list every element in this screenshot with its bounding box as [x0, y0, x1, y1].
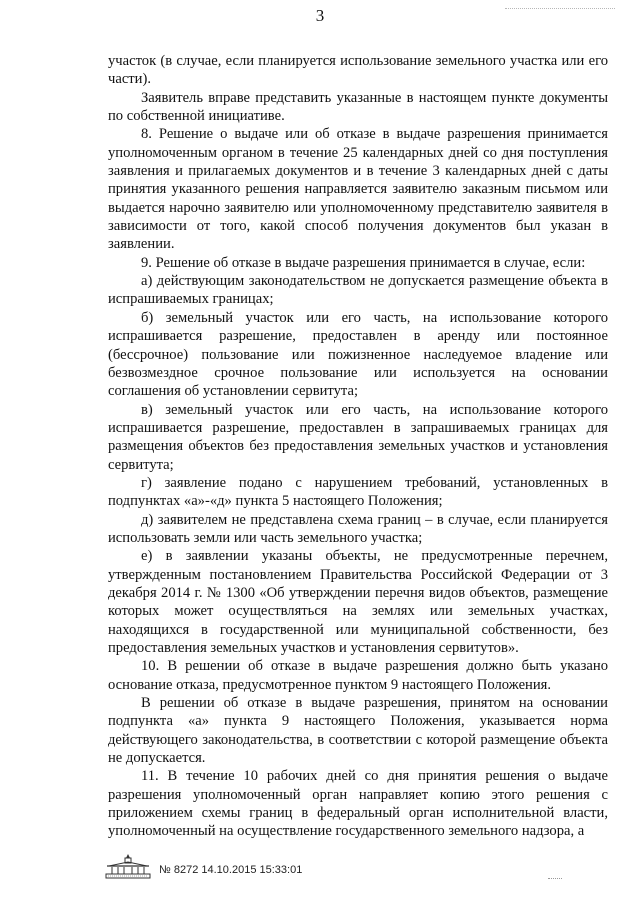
paragraph-9-a: а) действующим законодательством не допускается размещение объекта в испрашиваемых границах; [108, 273, 608, 308]
page-number: 3 [315, 6, 325, 25]
footer-stamp [103, 852, 523, 880]
paragraph-11: 11. В течение 10 рабочих дней со дня принятия решения о выдаче разрешения уполномоченный орган направляет копию этого решения с приложением схемы границ в федеральный орган исполнительной власти, уполномоченный на осуществление государственного земельного надзора, а [108, 768, 608, 840]
paragraph-9-v: в) земельный участок или его часть, на использование которого испрашивается разрешение, предоставлен в запрашиваемых границах для размещения объектов без предоставления земельных участков и установления сервитута; [108, 401, 608, 473]
paragraph-9-d: д) заявителем не представлена схема границ – в случае, если планируется использовать земли или часть земельного участка; [108, 511, 608, 546]
paragraph-10-refusal: В решении об отказе в выдаче разрешения, принятом на основании подпункта «а» пункта 9 настоящего Положения, указывается норма действующего законодательства, в соответствии с которой размещение объекта не допускается. [108, 695, 608, 767]
document-body [108, 52, 608, 841]
scan-artifact-bottom [548, 878, 562, 879]
government-building-icon [103, 852, 153, 880]
paragraph-9-g: г) заявление подано с нарушением требований, установленных в подпунктах «а»-«д» пункта 5 настоящего Положения; [108, 474, 608, 510]
paragraph-10: 10. В решении об отказе в выдаче разрешения должно быть указано основание отказа, предусмотренное пунктом 9 настоящего Положения. [108, 658, 608, 693]
paragraph-8: 8. Решение о выдаче или об отказе в выдаче разрешения принимается уполномоченным органом в течение 25 календарных дней со дня поступления заявления и прилагаемых документов и в течение 3 календарных дней с даты принятия указанного решения направляется заявителю заказным письмом или выдается нарочно заявителю или уполномоченному представителю заявителя в зависимости от того, какой способ получения документов был указан в заявлении. [108, 126, 608, 253]
registration-stamp: № 8272 14.10.2015 15:33:01 [159, 864, 303, 876]
paragraph-9-e: е) в заявлении указаны объекты, не предусмотренные перечнем, утвержденным постановлением Правительства Российской Федерации от 3 декабря 2014 г. № 1300 «Об утверждении перечня видов объектов, размещение которых может осуществляться на землях или земельных участках, находящихся в государственной или муниципальной собственности, без предоставления земельных участков и установления сервитутов». [108, 548, 608, 656]
paragraph-continuation: участок (в случае, если планируется использование земельного участка или его части). [108, 53, 608, 88]
paragraph-9: 9. Решение об отказе в выдаче разрешения принимается в случае, если: [141, 254, 586, 271]
scan-artifact [505, 8, 615, 12]
paragraph-9-b: б) земельный участок или его часть, на использование которого испрашивается разрешение, предоставлен в аренду или постоянное (бессрочное) пользование или пожизненное наследуемое владение или безвозмездное срочное пользование или используется на основании соглашения об установлении сервитута; [108, 309, 608, 400]
paragraph-applicant-right: Заявитель вправе представить указанные в настоящем пункте документы по собственной инициативе. [108, 89, 608, 125]
